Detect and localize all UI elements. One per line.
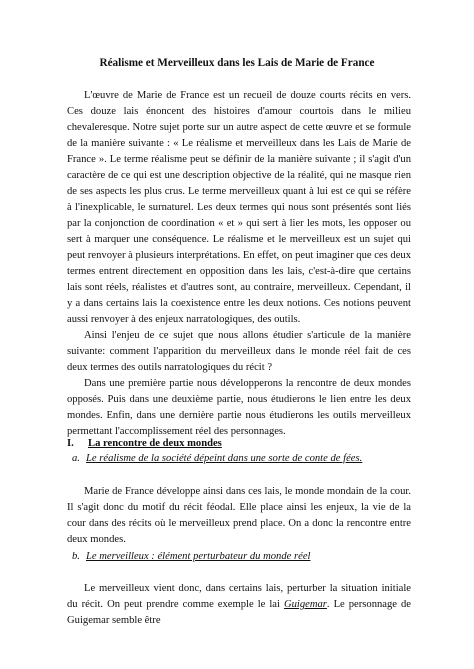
subsection-b-letter: b. [72,551,80,562]
introduction [67,88,411,440]
subsection-a-body [67,484,411,548]
intro-paragraph-plan: Dans une première partie nous développerons la rencontre de deux mondes opposés. Puis dans une deuxième partie, nous étudierons le lien entre les deux mondes. Enfin, dans une dernière partie nous étudierons les outils merveilleux permettant l'accomplissement réel des personnages. [67,378,411,437]
intro-paragraph-problematic: Ainsi l'enjeu de ce sujet que nous allons étudier s'articule de la manière suivante: comment l'apparition du merveilleux dans le monde réel fait de ces deux termes des outils narratologiques du récit ? [67,330,411,373]
section-1-title: La rencontre de deux mondes [88,438,222,449]
subsection-b-body [67,581,411,629]
subsection-a-letter: a. [72,453,80,464]
section-1-number: I. [67,438,74,449]
subsection-a-title: Le réalisme de la société dépeint dans une sorte de conte de fées. [86,453,363,464]
subsection-b-text-start: Le merveilleux vient donc, dans certains lais, perturber la situation initiale du récit. On peut prendre comme exemple le lai [67,583,411,610]
subsection-a-paragraph: Marie de France développe ainsi dans ces lais, le monde mondain de la cour. Il s'agit donc du motif du récit féodal. Elle place ainsi les enjeux, la vie de la cour dans des récits où le merveilleux prend place. On a donc la rencontre entre deux mondes. [67,486,411,545]
subsection-a-heading [72,451,412,467]
lai-guigemar-reference: Guigemar [283,599,327,610]
section-1-heading [67,436,411,452]
subsection-b-title: Le merveilleux : élément perturbateur du monde réel [86,551,311,562]
document-title: Réalisme et Merveilleux dans les Lais de Marie de France [99,57,375,69]
intro-paragraph-definitions: L'œuvre de Marie de France est un recueil de douze courts récits en vers. Ces douze lais énoncent des histoires d'amour courtois dans le milieu chevaleresque. Notre sujet porte sur un autre aspect de cette œuvre et se formule de la manière suivante : « Le réalisme et merveilleux dans les Lais de Marie de France ». Le terme réalisme peut se définir de la manière suivante ; il s'agit d'un caractère de ce qui est une description objective de la réalité, qui ne masque rien de ses aspects les plus crus. Le terme merveilleux quant à lui est ce qui se réfère à l'inexplicable, le surnaturel. Les deux termes qui nous sont présentés sont liés par la conjonction de coordination « et » qui sert à lier les mots, les opposer ou sert à marquer une conséquence. Le réalisme et le merveilleux est un sujet qui peut renvoyer à plusieurs interprétations. En effet, on peut imaginer que ces deux termes entrent directement en opposition dans les lais, c'est-à-dire que certains lais sont réels, réalistes et d'autres sont, au contraire, merveilleux. Cependant, il y a dans certains lais la coexistence entre les deux notions. Ces notions peuvent aussi renvoyer à des enjeux narratologiques, des outils. [67,90,411,325]
subsection-b-heading [72,549,412,565]
subsection-b-text-end: . Le personnage de Guigemar semble être [67,599,411,626]
subsection-b-paragraph [67,581,411,629]
